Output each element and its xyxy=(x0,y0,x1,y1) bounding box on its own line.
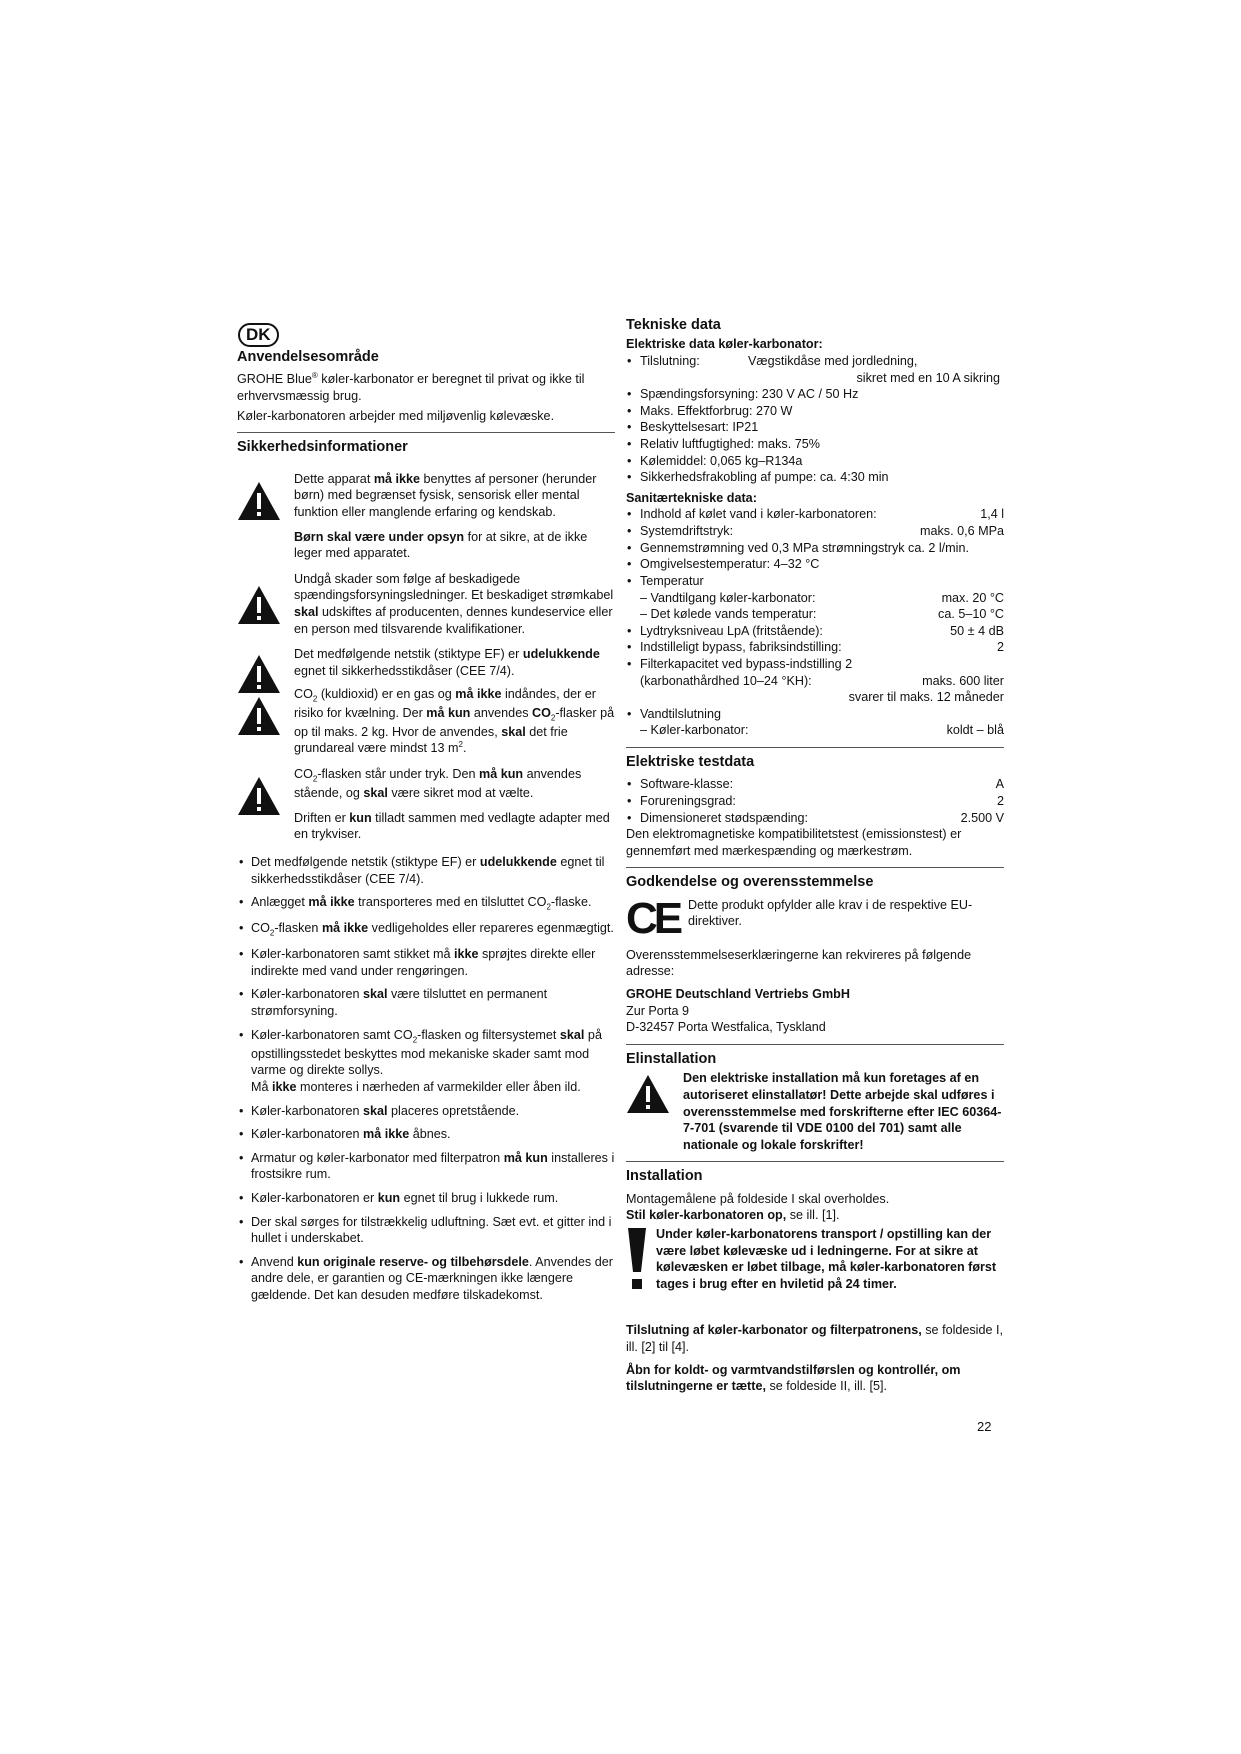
list-item: • Omgivelsestemperatur: 4–32 °C xyxy=(626,556,1004,573)
warning-icon xyxy=(237,696,281,736)
warning-text: Dette apparat må ikke benyttes af personer (herunder børn) med begrænset fysisk, sensorisk eller mental funktion eller manglende erfaring og kendskab. xyxy=(294,471,597,520)
exclamation-icon xyxy=(626,1226,648,1290)
list-item: • Det medfølgende netstik (stiktype EF) er udelukkende egnet til sikkerhedsstikdåser (CEE 7/4). xyxy=(237,854,615,887)
warning-text: Det medfølgende netstik (stiktype EF) er udelukkende egnet til sikkerhedsstikdåser (CEE 7/4). xyxy=(294,647,600,678)
warning-text: $CO_2$ (kuldioxid) er en gas og må ikke indåndes, der er risiko for kvælning. Der må kun anvendes $CO_2$-flasker på op til maks. 2 kg. Hvor de anvendes, skal det frie grundareal være mindst 13 $m^2$. xyxy=(294,686,615,756)
warning-block xyxy=(626,1070,1004,1153)
warning-icon xyxy=(237,776,281,816)
warning-block xyxy=(237,571,615,640)
paragraph: Stil køler-karbonatoren op, se ill. [1]. xyxy=(626,1208,840,1223)
list-item: • Maks. Effektforbrug: 270 W xyxy=(626,403,1004,420)
section-title-godkendelse: Godkendelse og overensstemmelse xyxy=(626,874,874,891)
paragraph: Tilslutning af køler-karbonator og filterpatronens, se foldeside I, ill. [2] til [4]. xyxy=(626,1323,1003,1354)
list-item: • Vandtilslutning – Køler-karbonator: koldt – blå xyxy=(626,706,1004,739)
subsection-title: Sanitærtekniske data: xyxy=(626,490,757,505)
section-title-elektriske-testdata: Elektriske testdata xyxy=(626,754,755,771)
warning-block xyxy=(237,646,615,760)
address-street: Zur Porta 9 xyxy=(626,1003,689,1018)
caution-text: Under køler-karbonatorens transport / opstilling kan der være løbet kølevæske ud i ledningerne. For at sikre at kølevæsken er løbet tilbage, må køler-karbonatoren først tages i brug efter en hviletid på 24 timer. xyxy=(656,1226,997,1291)
list-item: • Indstilleligt bypass, fabriksindstilling: 2 xyxy=(626,639,1004,656)
list-item: • Spændingsforsyning: 230 V AC / 50 Hz xyxy=(626,386,1004,403)
section-title-elinstallation: Elinstallation xyxy=(626,1050,717,1067)
list-item: • Tilslutning: Vægstikdåse med jordledning, sikret med en 10 A sikring xyxy=(626,353,1004,386)
paragraph: Den elektromagnetiske kompatibilitetstest (emissionstest) er gennemført med mærkespænding og mærkestrøm. xyxy=(626,827,962,858)
divider xyxy=(626,867,1004,868)
list-item: • Temperatur – Vandtilgang køler-karbonator: max. 20 °C – Det kølede vands temperatur: ca. 5–10 °C xyxy=(626,573,1004,623)
divider xyxy=(626,1044,1004,1045)
divider xyxy=(237,432,615,433)
list-item: • Systemdriftstryk: maks. 0,6 MPa xyxy=(626,523,1004,540)
paragraph: GROHE Blue® køler-karbonator er beregnet til privat og ikke til erhvervsmæssig brug. xyxy=(237,371,585,404)
paragraph: Montagemålene på foldeside I skal overholdes. xyxy=(626,1191,890,1206)
list-item: • Lydtryksniveau LpA (fritstående): 50 ± 4 dB xyxy=(626,623,1004,640)
warning-block xyxy=(237,766,615,846)
section-title-tekniske-data: Tekniske data xyxy=(626,317,721,333)
subsection-title: Elektriske data køler-karbonator: xyxy=(626,337,823,352)
warning-icon xyxy=(237,481,281,521)
section-title-anvendelse: Anvendelsesområde xyxy=(237,349,379,365)
list-item: • Køler-karbonatoren samt $CO_2$-flasken og filtersystemet skal på opstillingsstedet beskyttes mod mekaniske skader samt mod varme og direkte sollys. Må ikke monteres i nærheden af varmekilder eller åben ild. xyxy=(237,1027,615,1096)
list-item: • Køler-karbonatoren skal placeres opretstående. xyxy=(237,1103,615,1120)
list-item: • Køler-karbonatoren er kun egnet til brug i lukkede rum. xyxy=(237,1190,615,1207)
list-item: • Filterkapacitet ved bypass-indstilling 2 (karbonathårdhed 10–24 °KH): maks. 600 liter svarer til maks. 12 måneder xyxy=(626,656,1004,706)
safety-list xyxy=(237,854,615,1304)
warning-text: $CO_2$-flasken står under tryk. Den må kun anvendes stående, og skal være sikret mod at vælte. xyxy=(294,767,582,801)
electrical-data-list xyxy=(626,353,1004,486)
warning-block xyxy=(237,471,615,565)
warning-icon xyxy=(237,585,281,625)
warning-icon xyxy=(626,1074,670,1114)
list-item: • Køler-karbonatoren samt stikket må ikke sprøjtes direkte eller indirekte med vand under rengøringen. xyxy=(237,946,615,979)
list-item: • Armatur og køler-karbonator med filterpatron må kun installeres i frostsikre rum. xyxy=(237,1150,615,1183)
list-item: • Indhold af kølet vand i køler-karbonatoren: 1,4 l xyxy=(626,506,1004,523)
list-item: • Relativ luftfugtighed: maks. 75% xyxy=(626,436,1004,453)
section-title-sikkerhed: Sikkerhedsinformationer xyxy=(237,439,408,456)
paragraph: Dette produkt opfylder alle krav i de respektive EU-direktiver. xyxy=(688,897,973,929)
right-column xyxy=(626,317,1004,1398)
address-city: D-32457 Porta Westfalica, Tyskland xyxy=(626,1020,826,1035)
list-item: • Software-klasse: A xyxy=(626,776,1004,793)
ce-mark-icon: CE xyxy=(626,893,680,943)
list-item: • Beskyttelsesart: IP21 xyxy=(626,419,1004,436)
list-item: • Køler-karbonatoren må ikke åbnes. xyxy=(237,1126,615,1143)
section-title-installation: Installation xyxy=(626,1168,703,1185)
list-item: • Anlægget må ikke transporteres med en tilsluttet $CO_2$-flaske. xyxy=(237,894,615,913)
list-item: • Kølemiddel: 0,065 kg–R134a xyxy=(626,453,1004,470)
warning-icon xyxy=(237,654,281,694)
list-item: • Forureningsgrad: 2 xyxy=(626,793,1004,810)
warning-text: Undgå skader som følge af beskadigede spændingsforsyningsledninger. Et beskadiget strømkabel skal udskiftes af producenten, dennes kundeservice eller en person med tilsvarende kvalifikationer. xyxy=(294,571,614,636)
warning-text: Børn skal være under opsyn for at sikre, at de ikke leger med apparatet. xyxy=(294,529,588,561)
warning-text: Driften er kun tilladt sammen med vedlagte adapter med en trykviser. xyxy=(294,810,610,842)
country-badge: DK xyxy=(238,323,279,347)
paragraph: Overensstemmelseserklæringerne kan rekvireres på følgende adresse: xyxy=(626,947,972,979)
divider xyxy=(626,747,1004,748)
list-item: • Der skal sørges for tilstrækkelig udluftning. Sæt evt. et gitter ind i hullet i underskabet. xyxy=(237,1214,615,1247)
warning-text: Den elektriske installation må kun foretages af en autoriseret elinstallatør! Dette arbejde skal udføres i overensstemmelse med forskrifterne efter IEC 60364-7-701 (svarende til VDE 0100 del 701) samt alle nationale og lokale forskrifter! xyxy=(683,1071,1002,1152)
list-item: • $CO_2$-flasken må ikke vedligeholdes eller repareres egenmægtigt. xyxy=(237,920,615,939)
sanitary-data-list xyxy=(626,506,1004,739)
paragraph: Køler-karbonatoren arbejder med miljøvenlig kølevæske. xyxy=(237,408,555,423)
list-item: • Dimensioneret stødspænding: 2.500 V xyxy=(626,810,1004,827)
ce-block xyxy=(626,893,1004,943)
left-column xyxy=(237,323,615,1311)
company-name: GROHE Deutschland Vertriebs GmbH xyxy=(626,987,850,1002)
divider xyxy=(626,1161,1004,1162)
test-data-list xyxy=(626,776,1004,826)
list-item: • Køler-karbonatoren skal være tilsluttet en permanent strømforsyning. xyxy=(237,986,615,1019)
list-item: • Anvend kun originale reserve- og tilbehørsdele. Anvendes der andre dele, er garantien og CE-mærkningen ikke længere gældende. Det kan desuden medføre tilskadekomst. xyxy=(237,1254,615,1304)
page-number: 22 xyxy=(977,1419,992,1434)
list-item: • Sikkerhedsfrakobling af pumpe: ca. 4:30 min xyxy=(626,469,1004,486)
paragraph: Åbn for koldt- og varmtvandstilførslen og kontrollér, om tilslutningerne er tætte, se foldeside II, ill. [5]. xyxy=(626,1362,961,1394)
list-item: • Gennemstrømning ved 0,3 MPa strømningstryk ca. 2 l/min. xyxy=(626,540,1004,557)
caution-block xyxy=(626,1226,1004,1292)
